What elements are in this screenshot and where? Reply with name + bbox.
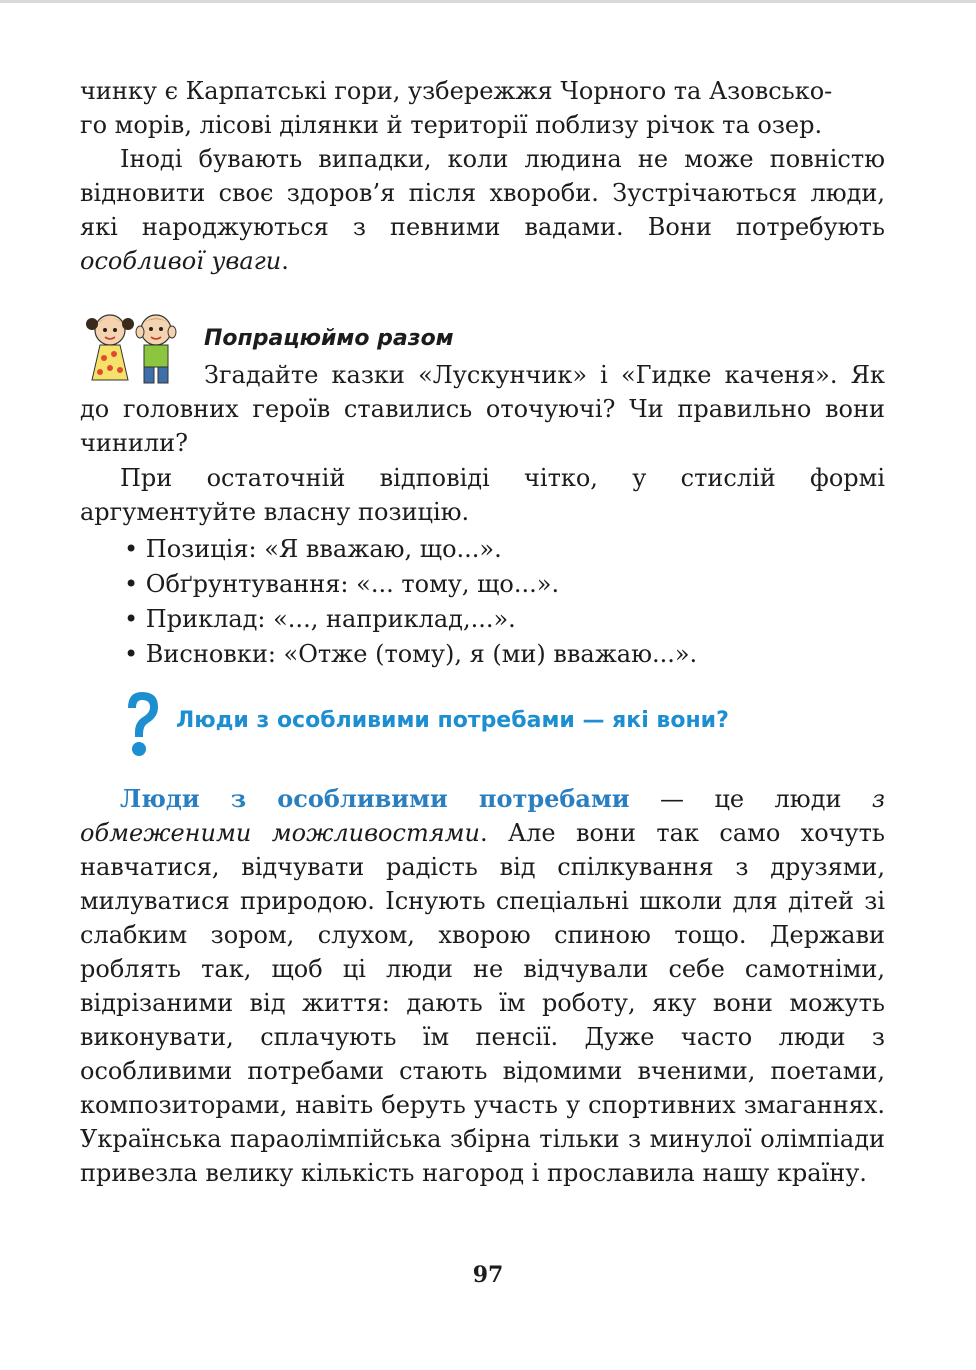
- question-mark-icon: [122, 690, 162, 760]
- list-item: • Обґрунтування: «... тому, що...».: [124, 570, 560, 598]
- list-item: • Приклад: «..., наприклад,...».: [124, 605, 516, 633]
- emphasis-special-attention: особливої уваги: [80, 247, 282, 275]
- main-paragraph: Люди з особливими потребами — це люди з обмеженими можливостями. Але вони так само хочуть навчатися, відчувати радість від спілкування з друзями, милуватися природою. Існують спеціальні школи для дітей зі слабким зором, слухом, хворою спиною тощо. Держави роблять так, щоб ці люди не відчували себе самотніми, відрізаними від життя: дають їм роботу, яку вони можуть виконувати, сплачують їм пенсії. Дуже часто люди з особливими потребами стають відомими вченими, поетами, композиторами, навіть беруть участь у спортивних змаганнях. Українська параолімпійська збірна тільки з минулої олімпіади привезла велику кількість нагород і прославила нашу країну.: [80, 784, 885, 1187]
- section-heading: Люди з особливими потребами — які вони?: [176, 708, 729, 733]
- work-task-block: [80, 358, 885, 529]
- key-term: Люди з особливими потребами: [120, 784, 630, 813]
- continuation-line-2: го морів, лісові ділянки й території поблизу річок та озер.: [80, 111, 823, 139]
- paragraph-special-attention: Іноді бувають випадки, коли людина не може повністю відновити своє здоров’я після хвороби. Зустрічаються люди, які народжуються з певними вадами. Вони потребують особливої уваги.: [80, 145, 885, 275]
- emphasis-limited-abilities: з обмеженими можливостями: [80, 785, 885, 847]
- task-paragraph: Згадайте казки «Лускунчик» і «Гидке каченя». Як до головних героїв ставились оточуючі? Чи правильно вони чинили?: [80, 361, 885, 457]
- page-number: 97: [472, 1262, 504, 1288]
- list-item: • Висновки: «Отже (тому), я (ми) вважаю...».: [124, 640, 698, 668]
- top-border: [0, 0, 976, 3]
- argument-paragraph: При остаточній відповіді чітко, у стислій формі аргументуйте власну позицію.: [80, 464, 885, 526]
- list-item: • Позиція: «Я вважаю, що...».: [124, 535, 502, 563]
- top-text-block: [80, 74, 885, 278]
- main-text-block: [80, 782, 885, 1190]
- work-together-title: Попрацюймо разом: [204, 326, 454, 351]
- continuation-line-1: чинку є Карпатські гори, узбережжя Чорного та Азовсько-: [80, 77, 833, 105]
- argument-list: [124, 532, 697, 672]
